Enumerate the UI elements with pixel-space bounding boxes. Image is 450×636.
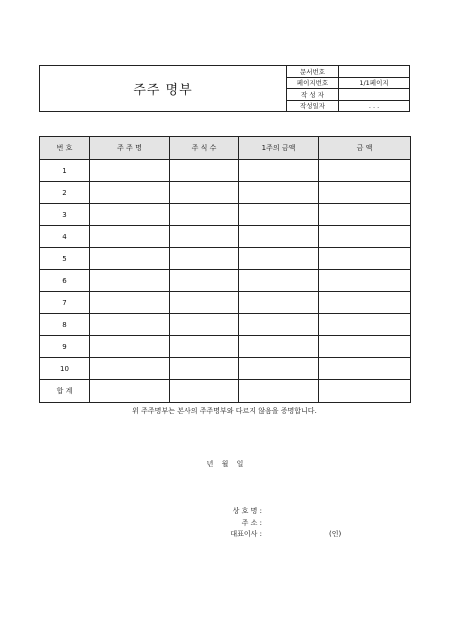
meta-row-date [287, 101, 409, 112]
table-row [40, 314, 411, 336]
cell-amount[interactable] [319, 336, 411, 358]
address-line [222, 518, 262, 528]
cell-shares[interactable] [170, 314, 239, 336]
cell-name[interactable] [90, 204, 170, 226]
table-row [40, 226, 411, 248]
cell-price[interactable] [239, 160, 319, 182]
company-name-label: 상 호 명 : [232, 507, 262, 515]
table-row [40, 270, 411, 292]
cell-price[interactable] [239, 226, 319, 248]
cell-amount[interactable] [319, 204, 411, 226]
column-header-shareholder-name: 주 주 명 [90, 137, 170, 160]
meta-value [339, 66, 409, 77]
date-line: 년 월 일 [206, 460, 244, 468]
cell-price[interactable] [239, 248, 319, 270]
row-number: 4 [40, 226, 90, 248]
cell-shares[interactable] [170, 380, 239, 403]
certification-statement: 위 주주명부는 본사의 주주명부와 다르지 않음을 증명합니다. [132, 407, 317, 415]
total-row [40, 380, 411, 403]
cell-amount[interactable] [319, 182, 411, 204]
cell-name[interactable] [90, 160, 170, 182]
cell-amount[interactable] [319, 292, 411, 314]
row-number: 3 [40, 204, 90, 226]
seal-mark: (인) [329, 530, 342, 538]
cell-name[interactable] [90, 292, 170, 314]
cell-shares[interactable] [170, 358, 239, 380]
table-row [40, 248, 411, 270]
cell-shares[interactable] [170, 248, 239, 270]
cell-name[interactable] [90, 248, 170, 270]
table-row [40, 160, 411, 182]
meta-row-author [287, 89, 409, 101]
meta-label: 페이지번호 [287, 78, 339, 89]
cell-shares[interactable] [170, 226, 239, 248]
cell-price[interactable] [239, 182, 319, 204]
cell-name[interactable] [90, 226, 170, 248]
row-number: 7 [40, 292, 90, 314]
table-row [40, 336, 411, 358]
row-number: 5 [40, 248, 90, 270]
meta-value [339, 89, 409, 100]
cell-shares[interactable] [170, 336, 239, 358]
cell-amount[interactable] [319, 314, 411, 336]
row-number: 9 [40, 336, 90, 358]
cell-name[interactable] [90, 182, 170, 204]
cell-amount[interactable] [319, 270, 411, 292]
cell-amount[interactable] [319, 226, 411, 248]
cell-amount[interactable] [319, 380, 411, 403]
cell-amount[interactable] [319, 248, 411, 270]
total-label: 합 계 [40, 380, 90, 403]
address-label: 주 소 : [241, 519, 262, 527]
table-header-row [40, 137, 411, 160]
cell-shares[interactable] [170, 270, 239, 292]
cell-price[interactable] [239, 314, 319, 336]
cell-price[interactable] [239, 380, 319, 403]
cell-price[interactable] [239, 204, 319, 226]
row-number: 8 [40, 314, 90, 336]
column-header-amount: 금 액 [319, 137, 411, 160]
cell-price[interactable] [239, 292, 319, 314]
cell-shares[interactable] [170, 292, 239, 314]
cell-name[interactable] [90, 314, 170, 336]
cell-price[interactable] [239, 270, 319, 292]
table-row [40, 204, 411, 226]
row-number: 2 [40, 182, 90, 204]
meta-row-page-number [287, 78, 409, 90]
cell-name[interactable] [90, 358, 170, 380]
meta-label: 작 성 자 [287, 89, 339, 100]
meta-box [287, 66, 409, 111]
company-name-line [222, 506, 262, 516]
column-header-price-per-share: 1주의 금액 [239, 137, 319, 160]
ceo-label: 대표이사 : [230, 530, 262, 538]
table-row [40, 182, 411, 204]
cell-name[interactable] [90, 336, 170, 358]
cell-name[interactable] [90, 380, 170, 403]
cell-shares[interactable] [170, 160, 239, 182]
document-header [39, 65, 410, 112]
row-number: 6 [40, 270, 90, 292]
meta-value: 1/1페이지 [359, 79, 389, 88]
cell-price[interactable] [239, 358, 319, 380]
table-row [40, 292, 411, 314]
meta-label: 작성일자 [287, 101, 339, 112]
shareholder-table [39, 136, 411, 403]
row-number: 10 [40, 358, 90, 380]
document-title: 주주 명부 [40, 66, 287, 111]
table-row [40, 358, 411, 380]
ceo-line [222, 529, 262, 539]
cell-name[interactable] [90, 270, 170, 292]
meta-label: 문서번호 [287, 66, 339, 77]
cell-amount[interactable] [319, 160, 411, 182]
meta-row-doc-number [287, 66, 409, 78]
column-header-number: 번 호 [40, 137, 90, 160]
cell-amount[interactable] [319, 358, 411, 380]
cell-price[interactable] [239, 336, 319, 358]
cell-shares[interactable] [170, 182, 239, 204]
meta-value: . . . [368, 101, 380, 110]
cell-shares[interactable] [170, 204, 239, 226]
row-number: 1 [40, 160, 90, 182]
column-header-share-count: 주 식 수 [170, 137, 239, 160]
